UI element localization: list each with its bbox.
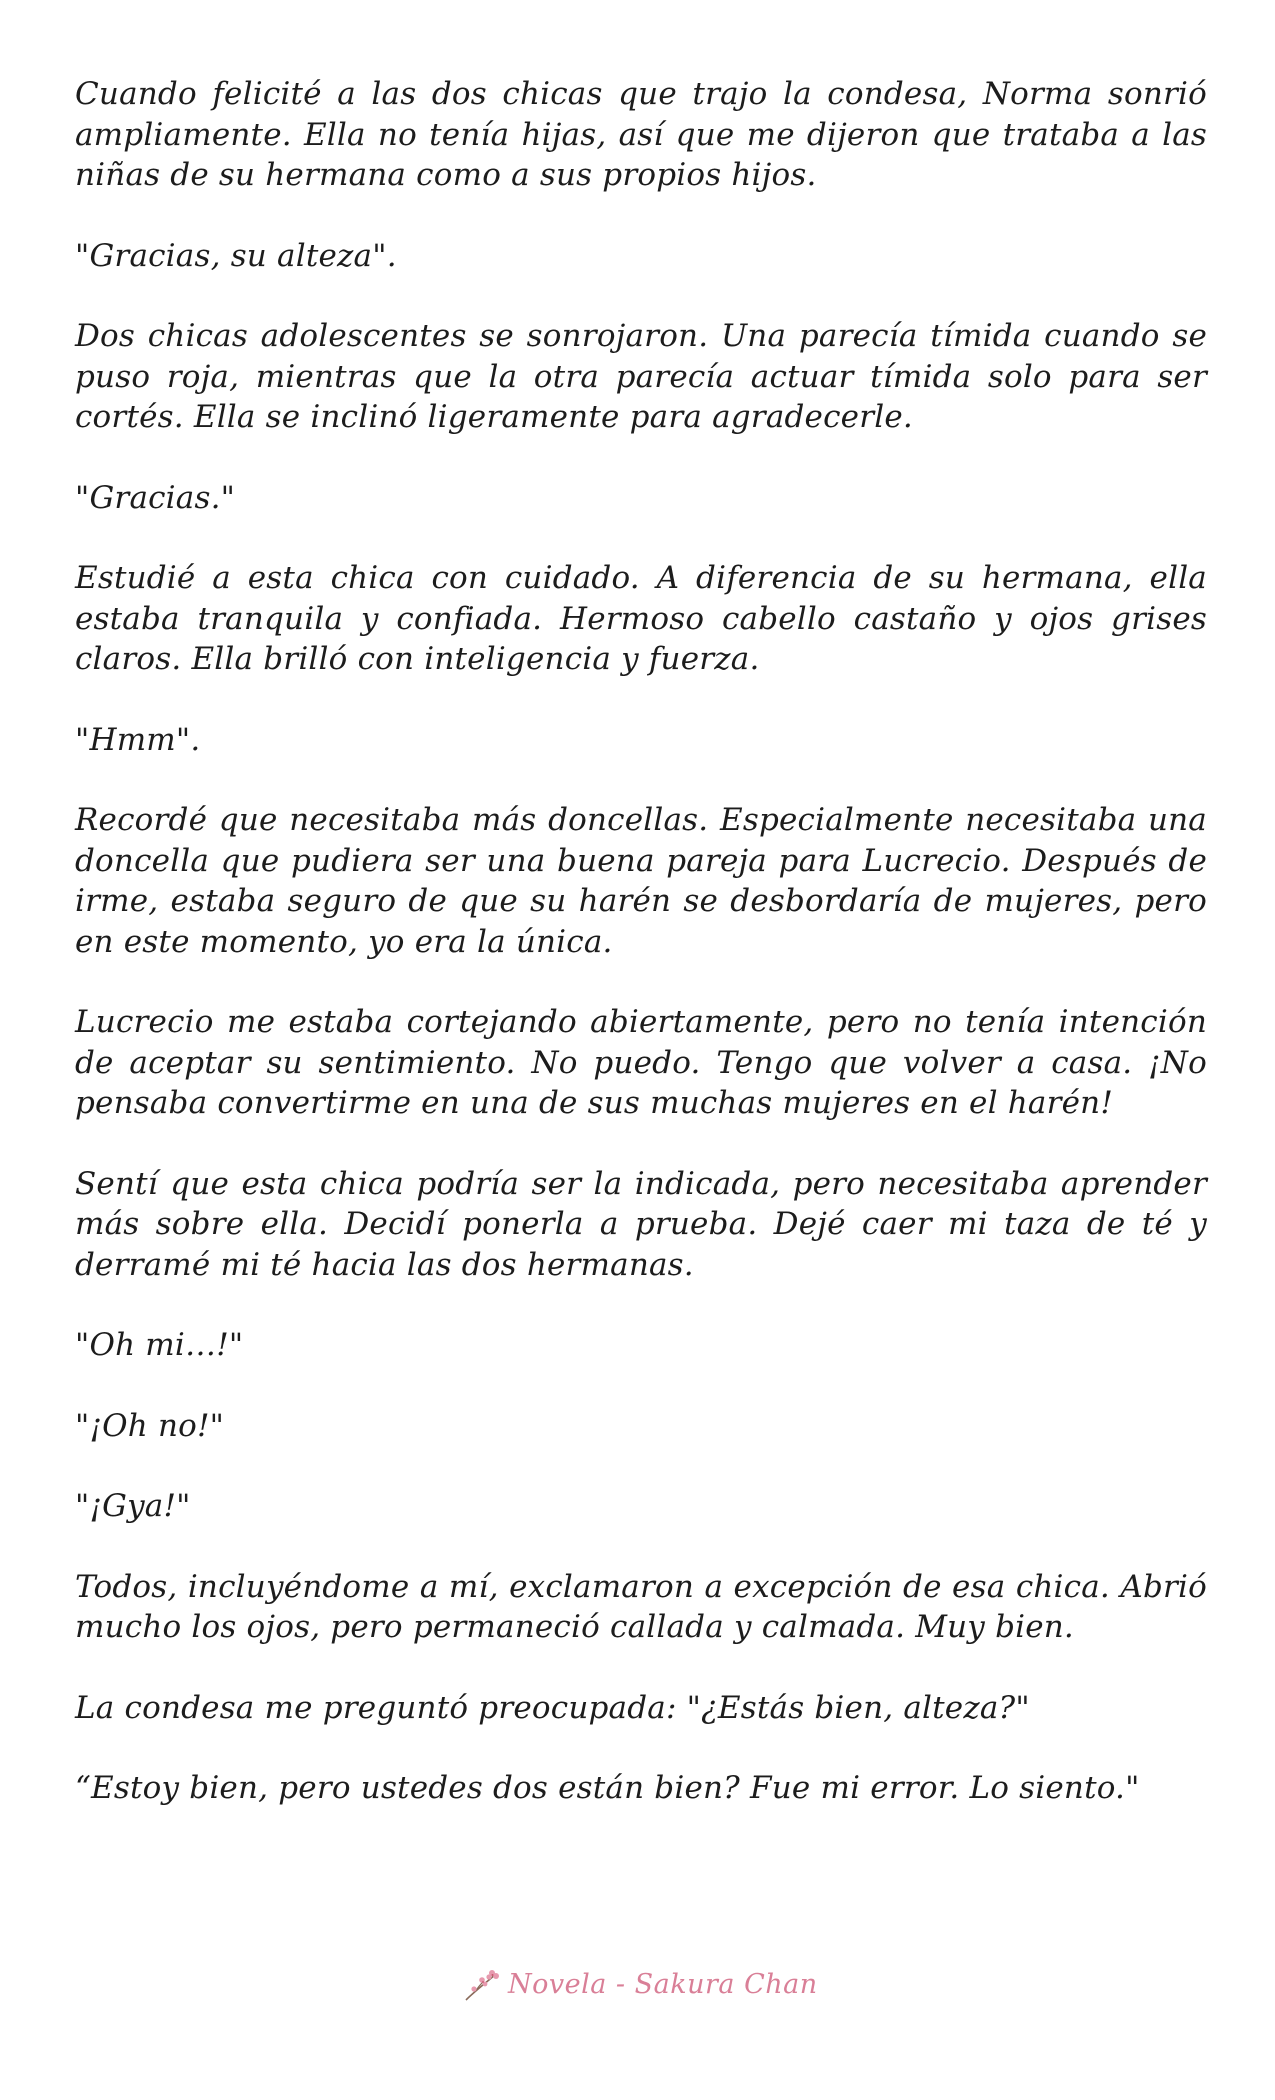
paragraph: “Estoy bien, pero ustedes dos están bien? Fue mi error. Lo siento." [75,1770,1140,1806]
paragraph: Todos, incluyéndome a mí, exclamaron a excepción de esa chica. Abrió mucho los ojos, pero permaneció callada y calmada. Muy bien. [75,1568,1207,1645]
paragraph: "Gracias, su alteza". [75,237,397,274]
sakura-branch-icon [462,1964,502,2004]
paragraph: La condesa me preguntó preocupada: "¿Estás bien, alteza?" [75,1689,1030,1726]
footer-watermark [462,1962,842,2006]
footer-text: Novela - Sakura Chan [508,1968,818,2000]
paragraph: "¡Gya!" [75,1488,191,1524]
paragraph: Cuando felicité a las dos chicas que trajo la condesa, Norma sonrió ampliamente. Ella no tenía hijas, así que me dijeron que trataba a las niñas de su hermana como a sus propios hijos. [75,76,1207,193]
paragraph: Sentí que esta chica podría ser la indicada, pero necesitaba aprender más sobre ella. Decidí ponerla a prueba. Dejé caer mi taza de té y derramé mi té hacia las dos hermanas. [75,1165,1207,1283]
paragraph: Recordé que necesitaba más doncellas. Especialmente necesitaba una doncella que pudiera ser una buena pareja para Lucrecio. Después de irme, estaba seguro de que su harén se desbordaría de mujeres, pero en este momento, yo era la única. [75,802,1207,960]
paragraph: Lucrecio me estaba cortejando abiertamente, pero no tenía intención de aceptar su sentimiento. No puedo. Tengo que volver a casa. ¡No pensaba convertirme en una de sus muchas mujeres en el harén! [75,1004,1207,1121]
document-body [75,74,1207,1849]
paragraph: "Hmm". [75,721,201,758]
paragraph: "Gracias." [75,479,236,516]
paragraph: Estudié a esta chica con cuidado. A diferencia de su hermana, ella estaba tranquila y confiada. Hermoso cabello castaño y ojos grises claros. Ella brilló con inteligencia y fuerza. [75,560,1207,677]
paragraph: "¡Oh no!" [75,1407,225,1444]
paragraph: Dos chicas adolescentes se sonrojaron. Una parecía tímida cuando se puso roja, mientras que la otra parecía actuar tímida solo para ser cortés. Ella se inclinó ligeramente para agradecerle. [75,318,1207,435]
paragraph: "Oh mi…!" [75,1327,244,1363]
